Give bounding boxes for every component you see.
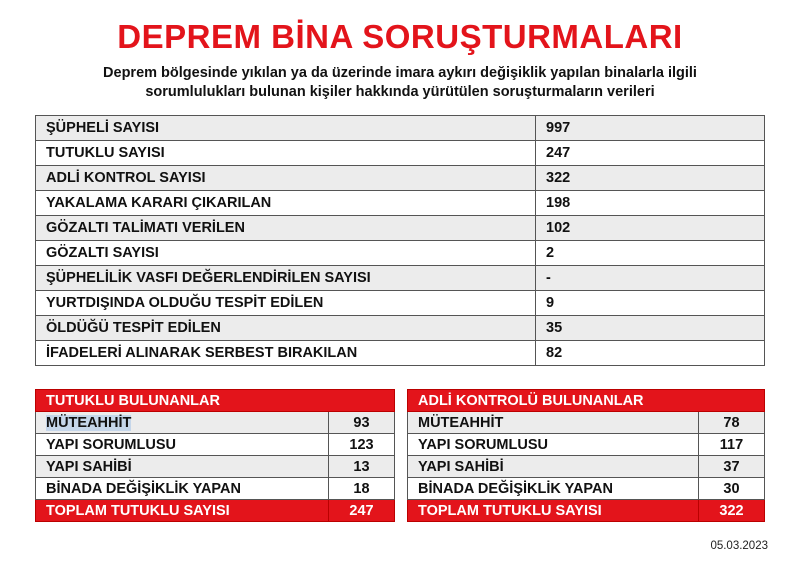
row-label: ŞÜPHELİ SAYISI [36, 116, 536, 141]
table-row [36, 266, 765, 291]
row-label: BİNADA DEĞİŞİKLİK YAPAN [36, 478, 329, 500]
table-row [36, 191, 765, 216]
row-value: 198 [536, 191, 765, 216]
row-value: 247 [536, 141, 765, 166]
selected-text: MÜTEAHHİT [46, 414, 132, 431]
row-value: 997 [536, 116, 765, 141]
subtitle [0, 64, 800, 102]
row-value: 123 [329, 434, 395, 456]
row-label: MÜTEAHHİT [408, 412, 699, 434]
row-value: 37 [699, 456, 765, 478]
row-label: ADLİ KONTROL SAYISI [36, 166, 536, 191]
detained-table [35, 389, 395, 522]
row-value: 322 [536, 166, 765, 191]
row-label: YURTDIŞINDA OLDUĞU TESPİT EDİLEN [36, 291, 536, 316]
subtitle-line: Deprem bölgesinde yıkılan ya da üzerinde imara aykırı değişiklik yapılan binalarla ilgili [103, 65, 697, 81]
table-header: TUTUKLU BULUNANLAR [36, 390, 395, 412]
table-row [36, 341, 765, 366]
row-value: 9 [536, 291, 765, 316]
row-value: 93 [329, 412, 395, 434]
judicial-control-table [407, 389, 765, 522]
row-value: 117 [699, 434, 765, 456]
page-title: DEPREM BİNA SORUŞTURMALARI [117, 18, 683, 55]
row-label: BİNADA DEĞİŞİKLİK YAPAN [408, 478, 699, 500]
row-value: 78 [699, 412, 765, 434]
table-row [36, 216, 765, 241]
row-value: 13 [329, 456, 395, 478]
row-value: - [536, 266, 765, 291]
table-header: ADLİ KONTROLÜ BULUNANLAR [408, 390, 765, 412]
row-label: ŞÜPHELİLİK VASFI DEĞERLENDİRİLEN SAYISI [36, 266, 536, 291]
row-value: 2 [536, 241, 765, 266]
total-label: TOPLAM TUTUKLU SAYISI [408, 500, 699, 522]
row-label: YAPI SAHİBİ [36, 456, 329, 478]
row-value: 35 [536, 316, 765, 341]
row-label [36, 412, 329, 434]
row-label: YAPI SORUMLUSU [408, 434, 699, 456]
row-label: YAPI SAHİBİ [408, 456, 699, 478]
total-value: 322 [699, 500, 765, 522]
table-row [36, 241, 765, 266]
table-row [36, 141, 765, 166]
row-label: GÖZALTI TALİMATI VERİLEN [36, 216, 536, 241]
row-value: 18 [329, 478, 395, 500]
row-label: İFADELERİ ALINARAK SERBEST BIRAKILAN [36, 341, 536, 366]
row-label: ÖLDÜĞÜ TESPİT EDİLEN [36, 316, 536, 341]
row-label: YAKALAMA KARARI ÇIKARILAN [36, 191, 536, 216]
date: 05.03.2023 [710, 540, 768, 552]
table-row [36, 291, 765, 316]
row-label: TUTUKLU SAYISI [36, 141, 536, 166]
table-row [36, 316, 765, 341]
row-label: YAPI SORUMLUSU [36, 434, 329, 456]
total-value: 247 [329, 500, 395, 522]
total-label: TOPLAM TUTUKLU SAYISI [36, 500, 329, 522]
row-value: 30 [699, 478, 765, 500]
table-row [36, 166, 765, 191]
row-value: 102 [536, 216, 765, 241]
row-value: 82 [536, 341, 765, 366]
main-stats-table [35, 115, 765, 366]
row-label: GÖZALTI SAYISI [36, 241, 536, 266]
table-row [36, 116, 765, 141]
subtitle-line: sorumlulukları bulunan kişiler hakkında yürütülen soruşturmaların verileri [145, 84, 655, 100]
